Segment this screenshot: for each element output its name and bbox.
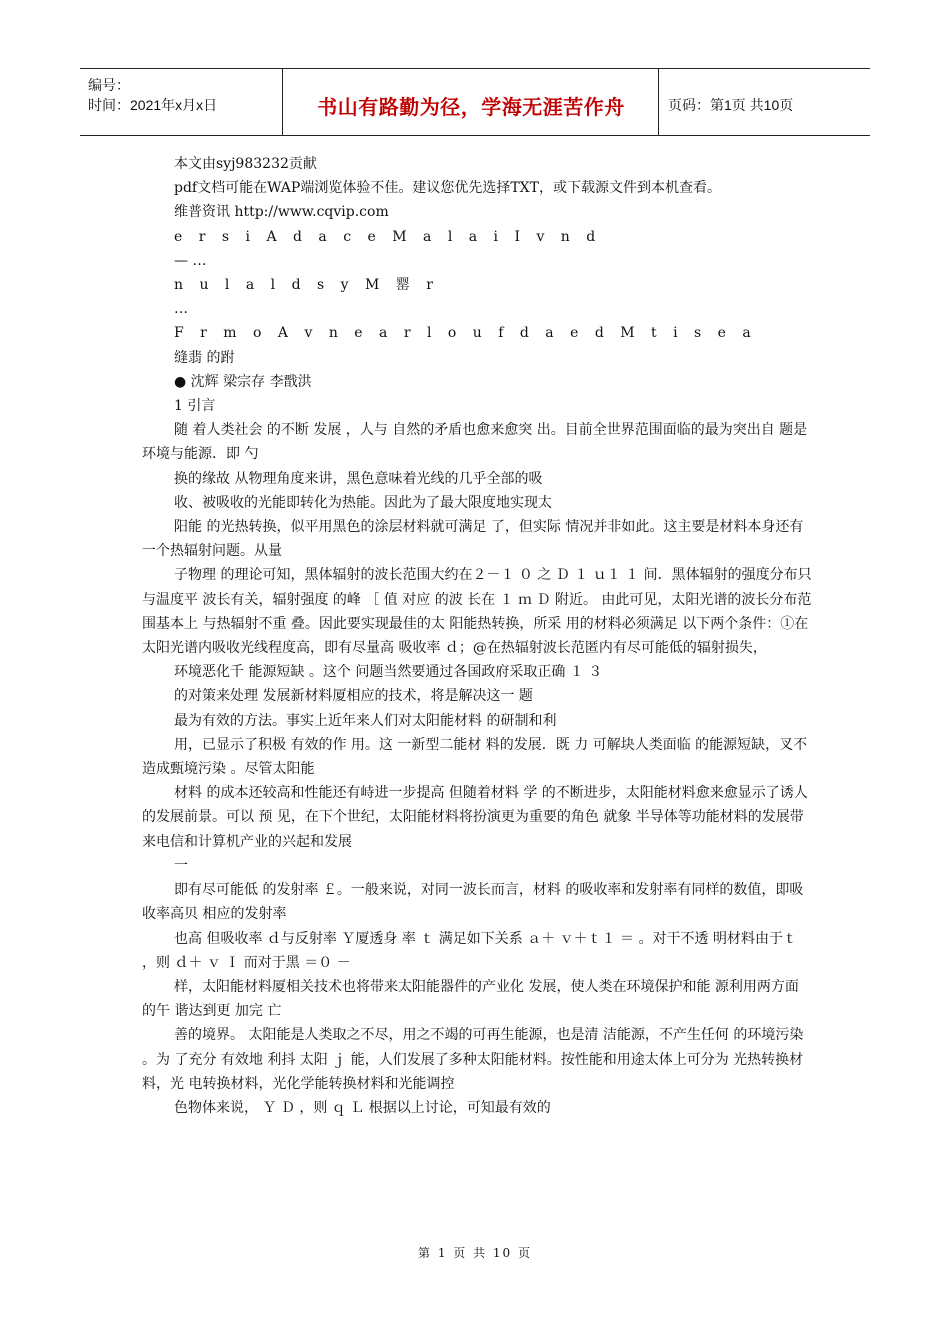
pdf-notice-line: pdf文档可能在WAP端浏览体验不佳。建议您优先选择TXT，或下载源文件到本机查看。: [174, 180, 721, 197]
garbled-line: …: [174, 301, 188, 318]
paragraph: 换的缘故 从物理角度来讲，黑色意味着光线的几乎全部的吸: [174, 470, 543, 487]
paragraph: 环境恶化千 能源短缺 。这个 问题当然要通过各国政府采取正确 １ ３: [174, 664, 603, 681]
paragraph: 用，已显示了积极 有效的作 用。这 一新型二能材 料的发展．既 力 可解块人类面临 的能源短缺，叉不造成甄境污染 。尽管太阳能: [142, 736, 808, 778]
paragraph: 随 着人类社会 的不断 发展 ，人与 自然的矛盾也愈来愈突 出。目前全世界范围面临的最为突出自 题是环境与能源．即 勺: [142, 422, 808, 463]
paragraph: 一: [174, 857, 188, 874]
header-page-code: 页码：第1页 共10页: [668, 97, 794, 113]
paragraph: 的对策来处理 发展新材料厦相应的技术，将是解决这一 题: [174, 688, 533, 705]
paragraph: 即有尽可能低 的发射率 ￡。一般来说，对同一波长而言，材料 的吸收率和发射率有同样的数值，即吸收率高贝 相应的发射率: [142, 882, 804, 923]
page-footer: 第 1 页 共 10 页: [418, 1246, 532, 1260]
paragraph: 材料 的成本还较高和性能还有峙进一步提高 但随着材料 学 的不断进步，太阳能材料愈来愈显示了诱人的发展前景。可以 预 见，在下个世纪，太阳能材料将扮演更为重要的角色 就象 半导体等功能材料的发展带来电信和计算机产业的兴起和发展: [142, 785, 808, 850]
header-info: [88, 75, 217, 115]
source-line: 维普资讯 http://www.cqvip.com: [174, 204, 389, 221]
number-label: 编号：: [88, 77, 130, 93]
paragraph: 色物体来说， Ｙ Ｄ ，则 ｑ Ｌ 根据以上讨论，可知最有效的: [174, 1099, 551, 1116]
paragraph: 也高 但吸收率 ｄ与反射率 Ｙ厦透身 率 ｔ 满足如下关系 ａ＋ ｖ＋ｔ１ ＝ 。对干不透 明材料由于ｔ ，则 ｄ＋ ｖ Ｉ 而对于黑 ＝０ －: [142, 930, 797, 971]
section-heading: 1 引言: [174, 398, 216, 415]
page-header: [80, 68, 870, 136]
time-label: 时间：2021年x月x日: [88, 97, 218, 113]
header-motto: 书山有路勤为径，学海无涯苦作舟: [317, 95, 625, 119]
paragraph: 阳能 的光热转换，似平用黑色的涂层材料就可满足 了，但实际 情况并非如此。这主要是材料本身还有一个热辐射问题。从量: [142, 519, 804, 560]
garbled-title-line: e r s i A d a c e M a l a i I v n d: [174, 228, 602, 245]
paragraph: 最为有效的方法。事实上近年来人们对太阳能材料 的研制和利: [174, 712, 557, 729]
paragraph: 收、被吸收的光能即转化为热能。因此为了最大限度地实现太: [174, 494, 552, 511]
contributor-line: 本文由syj983232贡献: [174, 156, 317, 172]
header-divider-left: [282, 69, 283, 135]
document-body: [142, 152, 812, 1120]
header-divider-right: [658, 69, 659, 135]
garbled-line: — …: [174, 252, 207, 269]
paragraph: 样，太阳能材料厦相关技术也将带来太阳能器件的产业化 发展，使人类在环境保护和能 源利用两方面的午 谐达到更 加完 亡: [142, 978, 799, 1020]
paragraph: 善的境界。 太阳能是人类取之不尽，用之不竭的可再生能源，也是清 洁能源，不产生任何 的环境污染 。为 了充分 有效地 利抖 太阳 ｊ 能，人们发展了多种太阳能材料。按性能和用途太体上可分为 光热转换材料，光 电转换材料，光化学能转换材料和光能调控: [142, 1027, 804, 1092]
garbled-title-line: F r m o A v n e a r l o u f d a e d M t i s e a: [174, 325, 757, 342]
garbled-title-line: n u l a l d s y M 罂 r: [174, 277, 439, 294]
authors-line: ● 沈辉 梁宗存 李戬洪: [174, 373, 312, 390]
paragraph: 子物理 的理论可知，黑体辐射的波长范围大约在２－１ ０ 之 Ｄ １ ｕ１ １ 间．黑体辐射的强度分布只与温度平 波长有关，辐射强度 的峰 ［ 值 对应 的波 长在 １ ｍ Ｄ 附近。 由此可见，太阳光谱的波长分布范围基本上 与热辐射不重 叠。因此要实现最佳的太 阳能热转换，所采 用的材料必须满足 以下两个条件：①在太阳光谱内吸收光线程度高，即有尽量高 吸收率 ｄ；@在热辐射波长范匿内有尽可能低的辐射损失，: [142, 567, 812, 657]
garbled-line: 缝翡 的跗: [174, 349, 235, 366]
